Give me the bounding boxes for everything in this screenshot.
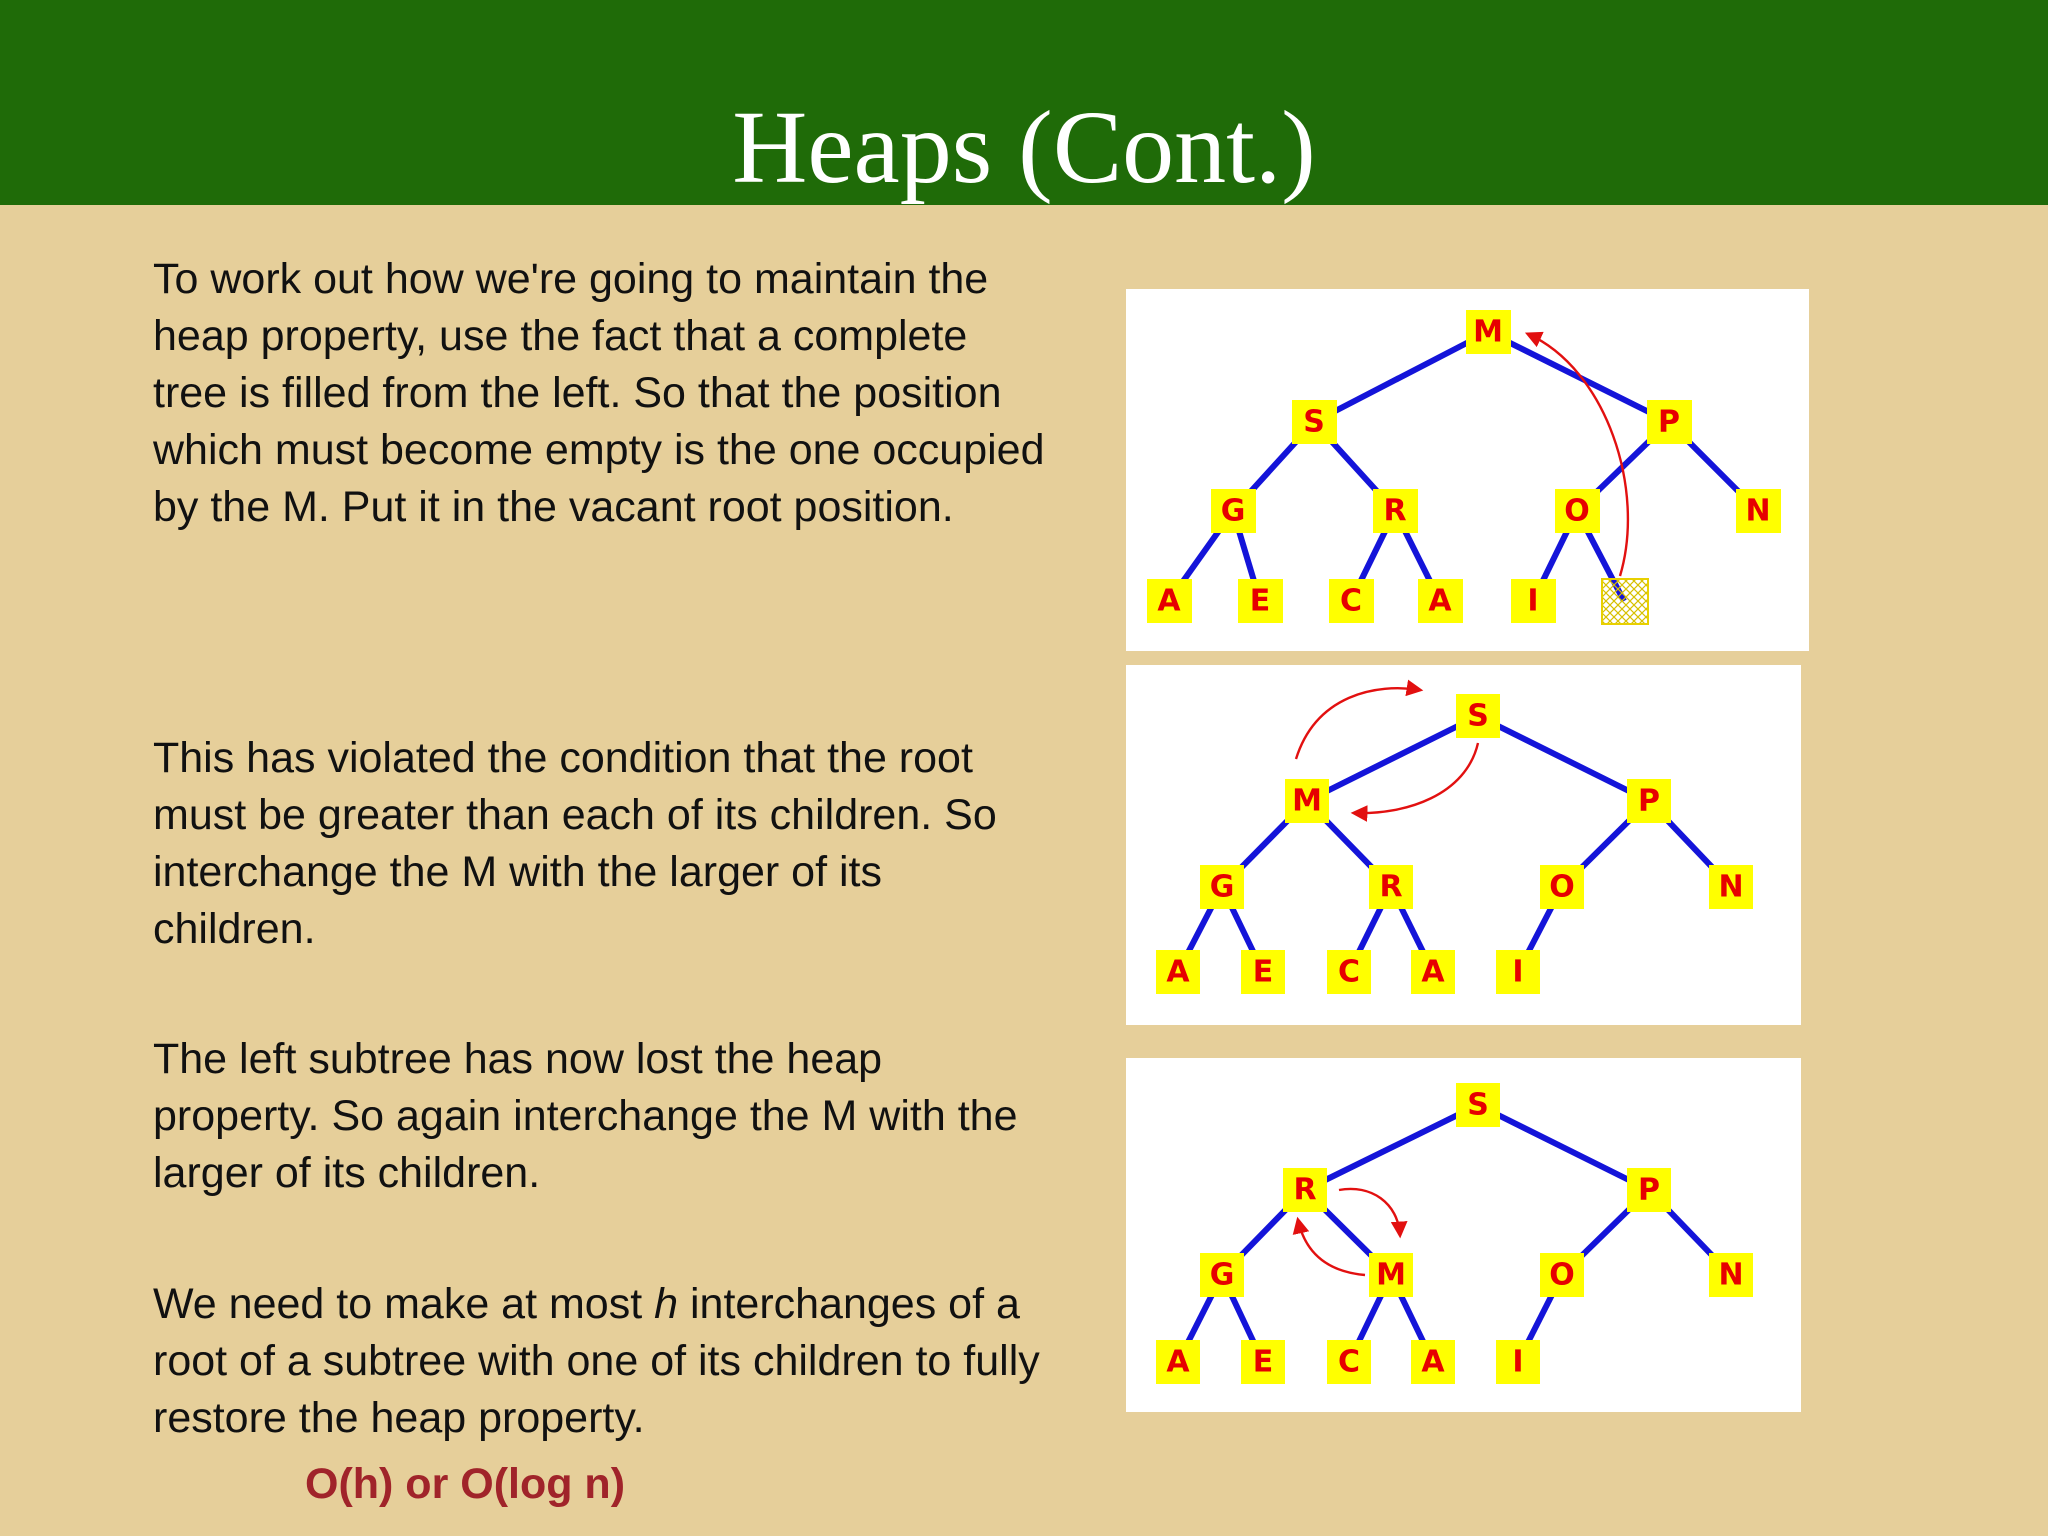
node-l3-2 (1241, 950, 1285, 994)
heap-diagram-1-edges (1169, 332, 1758, 601)
paragraph-4-after: interchanges of a root of a subtree with one of its children to fully restore the heap property. (153, 1280, 1040, 1442)
node-l3-5 (1496, 1340, 1540, 1384)
node-l2-4 (1709, 865, 1753, 909)
complexity-label: O(h) or O(log n) (305, 1460, 626, 1508)
paragraph-4-emphasis: h (654, 1280, 679, 1328)
node-root-label: S (1467, 1087, 1489, 1123)
paragraph-4 (153, 1276, 1053, 1447)
node-l2-1 (1200, 865, 1244, 909)
heap-diagram-2-svg (1126, 665, 1801, 1025)
heap-diagram-1 (1126, 289, 1809, 651)
node-l1-right-label: P (1658, 404, 1680, 440)
node-l1-left-label: M (1292, 783, 1322, 819)
node-root-label: S (1467, 698, 1489, 734)
node-l3-5 (1496, 950, 1540, 994)
vacated-slot (1602, 579, 1648, 624)
node-l3-2 (1241, 1340, 1285, 1384)
node-l2-1 (1200, 1253, 1244, 1297)
node-l3-4 (1411, 950, 1455, 994)
node-l3-1-label: A (1166, 1344, 1190, 1380)
node-l3-2-label: E (1252, 1344, 1274, 1380)
node-l2-1 (1211, 489, 1256, 533)
node-l2-3-label: O (1564, 493, 1590, 529)
node-l3-3-label: C (1337, 954, 1361, 990)
node-l2-1-label: G (1209, 869, 1235, 905)
heap-diagram-1-svg (1126, 289, 1809, 651)
node-root (1456, 694, 1500, 738)
swap-arrow-up (1298, 1220, 1365, 1275)
node-l3-3-label: C (1337, 1344, 1361, 1380)
node-l2-4 (1709, 1253, 1753, 1297)
node-l3-3 (1327, 1340, 1371, 1384)
swap-arrow-up (1296, 688, 1420, 759)
node-l3-1 (1147, 579, 1192, 623)
node-l2-4-label: N (1745, 493, 1771, 529)
node-l2-3-label: O (1549, 1257, 1575, 1293)
node-l2-1-label: G (1220, 493, 1246, 529)
node-l3-1-label: A (1166, 954, 1190, 990)
heap-diagram-2 (1126, 665, 1801, 1025)
node-root (1466, 310, 1511, 354)
node-l3-1 (1156, 950, 1200, 994)
node-l3-4 (1418, 579, 1463, 623)
heap-diagram-3-svg (1126, 1058, 1801, 1412)
node-l3-2 (1238, 579, 1283, 623)
node-l2-3-label: O (1549, 869, 1575, 905)
heap-diagram-2-edges (1178, 716, 1731, 972)
node-l3-1-label: A (1157, 583, 1181, 619)
heap-diagram-3 (1126, 1058, 1801, 1412)
node-l2-2 (1369, 865, 1413, 909)
node-l2-3 (1555, 489, 1600, 533)
paragraph-1: To work out how we're going to maintain the heap property, use the fact that a complete tree is filled from the left. So that the position which must become empty is the one occupied by the M. Put it in the vacant root position. (153, 255, 1045, 531)
node-l2-4 (1736, 489, 1781, 533)
swap-arrow-down (1354, 743, 1478, 813)
node-l2-3 (1540, 865, 1584, 909)
node-l2-2 (1369, 1253, 1413, 1297)
node-l1-right-label: P (1638, 783, 1660, 819)
node-l2-2 (1373, 489, 1418, 533)
paragraph-3: The left subtree has now lost the heap property. So again interchange the M with the larger of its children. (153, 1035, 1018, 1197)
move-arrow (1528, 334, 1628, 576)
node-l2-4-label: N (1718, 869, 1744, 905)
node-l3-1 (1156, 1340, 1200, 1384)
paragraph-2: This has violated the condition that the root must be greater than each of its children. So interchange the M with the larger of its children. (153, 734, 997, 953)
node-root (1456, 1083, 1500, 1127)
node-l3-3 (1327, 950, 1371, 994)
node-l2-2-label: R (1379, 869, 1403, 905)
node-l3-3-label: C (1339, 583, 1363, 619)
node-l2-1-label: G (1209, 1257, 1235, 1293)
node-l1-left-label: S (1303, 404, 1325, 440)
swap-arrow-down (1339, 1189, 1400, 1235)
node-l1-left (1285, 779, 1329, 823)
node-l3-5-label: I (1512, 1344, 1524, 1380)
node-l3-5 (1511, 579, 1556, 623)
node-l3-5-label: I (1527, 583, 1539, 619)
node-l1-right-label: P (1638, 1172, 1660, 1208)
node-l1-left-label: R (1293, 1172, 1317, 1208)
heap-diagram-3-edges (1178, 1105, 1731, 1362)
node-l3-4 (1411, 1340, 1455, 1384)
node-l3-5-label: I (1512, 954, 1524, 990)
node-l3-4-label: A (1421, 954, 1445, 990)
node-l3-2-label: E (1249, 583, 1271, 619)
node-l2-2-label: M (1376, 1257, 1406, 1293)
node-l2-2-label: R (1383, 493, 1407, 529)
node-l1-left (1283, 1168, 1327, 1212)
node-l1-right (1647, 400, 1692, 444)
node-l1-left (1292, 400, 1337, 444)
node-l2-3 (1540, 1253, 1584, 1297)
slide-title: Heaps (Cont.) (732, 90, 1316, 205)
node-l1-right (1627, 1168, 1671, 1212)
node-l1-right (1627, 779, 1671, 823)
node-root-label: M (1473, 314, 1503, 350)
node-l3-4-label: A (1421, 1344, 1445, 1380)
paragraph-4-before: We need to make at most (153, 1280, 655, 1328)
node-l3-2-label: E (1252, 954, 1274, 990)
node-l2-4-label: N (1718, 1257, 1744, 1293)
node-l3-3 (1329, 579, 1374, 623)
node-l3-4-label: A (1428, 583, 1452, 619)
